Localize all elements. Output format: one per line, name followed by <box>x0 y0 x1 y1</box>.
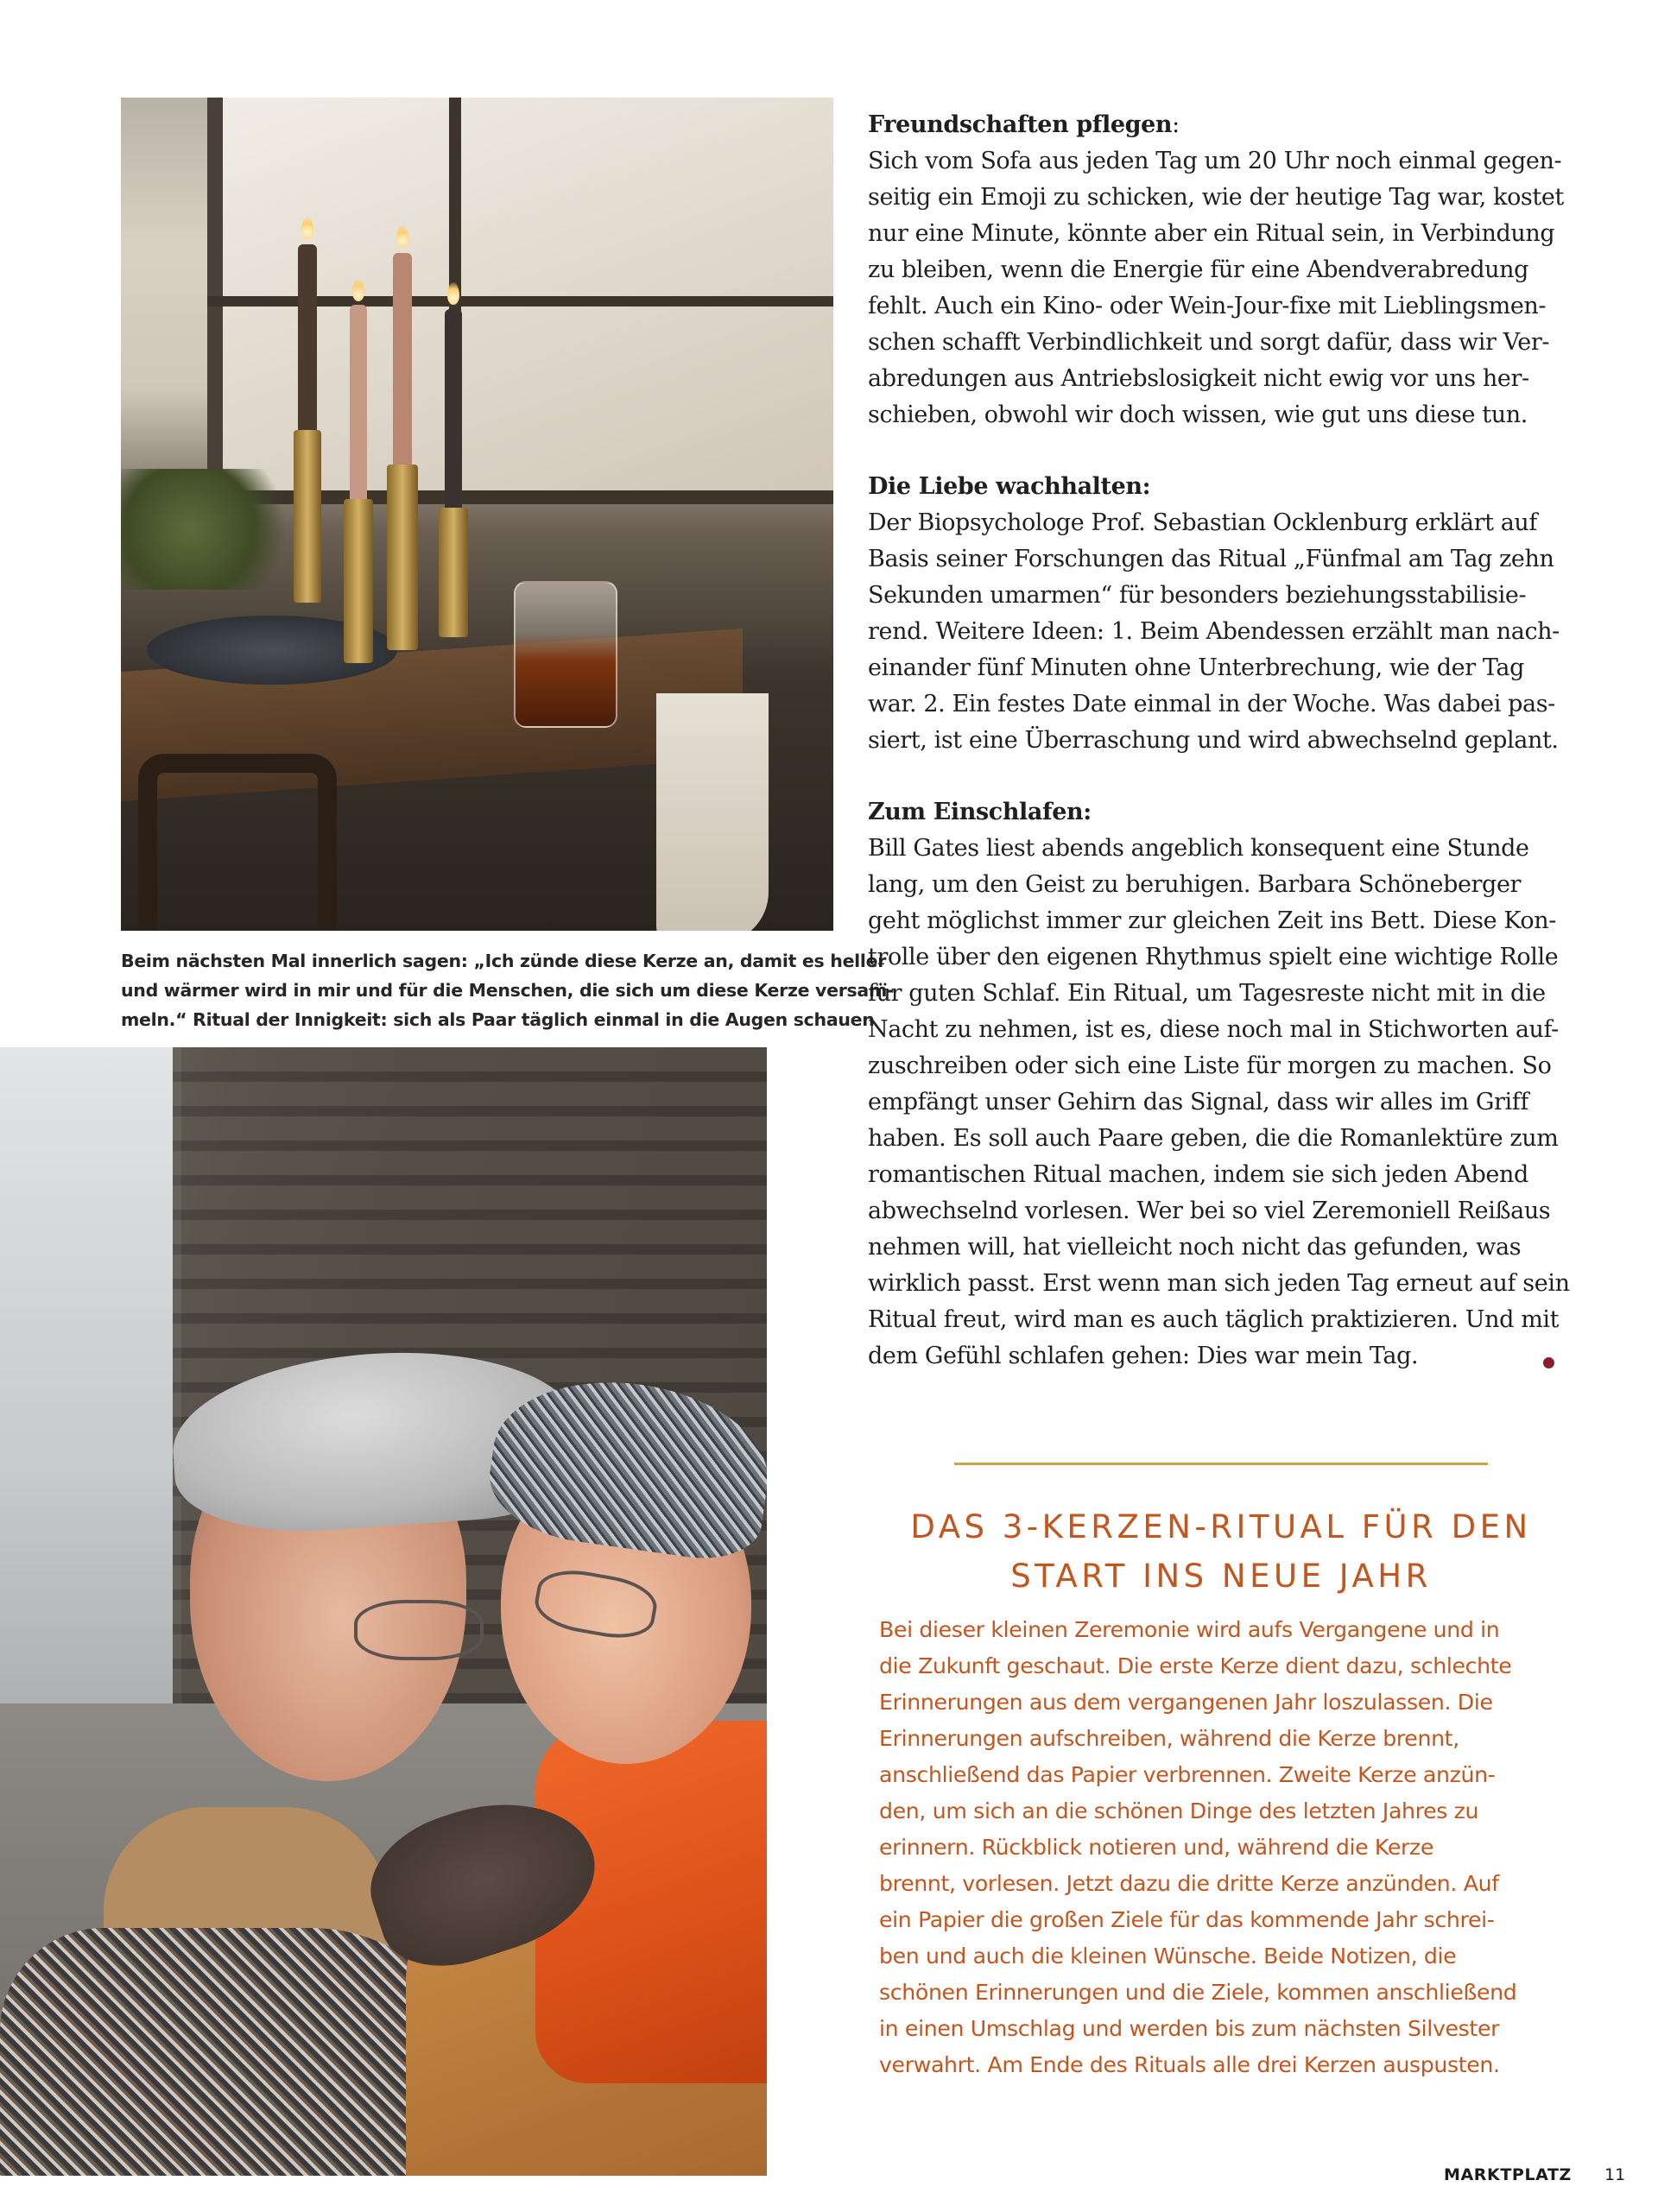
candle-flame <box>301 217 313 239</box>
section-friendships <box>868 107 1567 433</box>
box-line: ein Papier die großen Ziele für das kommende Jahr schrei- <box>879 1907 1495 1932</box>
box-line: Erinnerungen aufschreiben, während die Kerze brennt, <box>879 1726 1459 1751</box>
section-sleep <box>868 794 1570 1375</box>
box-line: schönen Erinnerungen und die Ziele, kommen anschließend <box>879 1980 1517 2005</box>
box-line: den, um sich an die schönen Dinge des letzten Jahres zu <box>879 1798 1479 1823</box>
body-line: Basis seiner Forschungen das Ritual „Fünfmal am Tag zehn <box>868 546 1554 572</box>
body-line: empfängt unser Gehirn das Signal, dass wir alles im Griff <box>868 1089 1528 1115</box>
box-line: erinnern. Rückblick notieren und, während die Kerze <box>879 1835 1434 1860</box>
caption-line: und wärmer wird in mir und für die Menschen, die sich um diese Kerze versam- <box>121 980 895 1001</box>
body-line: Sekunden umarmen“ für besonders beziehungsstabilisie- <box>868 582 1527 609</box>
brass-candleholder <box>344 499 373 663</box>
plant-bowl <box>121 469 294 590</box>
candle-pink <box>350 305 367 503</box>
body-line: lang, um den Geist zu beruhigen. Barbara Schöneberger <box>868 871 1522 898</box>
whisky-decanter <box>514 581 617 728</box>
body-line: fehlt. Auch ein Kino- oder Wein-Jour-fixe mit Lieblingsmen- <box>868 293 1547 319</box>
man-glasses <box>354 1600 484 1660</box>
table-runner <box>656 693 769 931</box>
box-line: Erinnerungen aus dem vergangenen Jahr loszulassen. Die <box>879 1690 1493 1715</box>
box-body <box>879 1612 1570 2083</box>
body-line: dem Gefühl schlafen gehen: Dies war mein Tag. <box>868 1343 1419 1369</box>
wooden-chair <box>138 754 337 931</box>
section-heading: Die Liebe wachhalten: <box>868 473 1151 500</box>
body-line: zu bleiben, wenn die Energie für eine Abendverabredung <box>868 256 1528 283</box>
box-line: Bei dieser kleinen Zeremonie wird aufs Vergangene und in <box>879 1617 1500 1642</box>
body-line: abredungen aus Antriebslosigkeit nicht ewig vor uns her- <box>868 365 1529 392</box>
box-title-line: START INS NEUE JAHR <box>1010 1558 1432 1595</box>
brass-candleholder <box>294 430 321 603</box>
body-line: nehmen will, hat vielleicht noch nicht das gefunden, was <box>868 1234 1522 1261</box>
photo-caption <box>121 946 895 1034</box>
body-line: rend. Weitere Ideen: 1. Beim Abendessen erzählt man nach- <box>868 618 1560 645</box>
body-line: einander fünf Minuten ohne Unterbrechung, wie der Tag <box>868 654 1524 681</box>
background-building-left <box>0 1047 181 1755</box>
body-line: seitig ein Emoji zu schicken, wie der heutige Tag war, kostet <box>868 184 1564 211</box>
body-line: abwechselnd vorlesen. Wer bei so viel Zeremoniell Reißaus <box>868 1198 1551 1224</box>
box-line: brennt, vorlesen. Jetzt dazu die dritte Kerze anzünden. Auf <box>879 1871 1499 1896</box>
box-line: anschließend das Papier verbrennen. Zweite Kerze anzün- <box>879 1762 1496 1787</box>
brass-candleholder <box>439 508 468 637</box>
heading-text: Freundschaften pflegen <box>868 111 1173 138</box>
section-love <box>868 469 1567 759</box>
body-line: nur eine Minute, könnte aber ein Ritual sein, in Verbindung <box>868 220 1555 247</box>
box-title <box>868 1502 1574 1601</box>
candle-flame <box>396 225 408 248</box>
body-line: haben. Es soll auch Paare geben, die die Romanlektüre zum <box>868 1125 1559 1152</box>
body-line: für guten Schlaf. Ein Ritual, um Tagesreste nicht mit in die <box>868 980 1546 1007</box>
box-title-line: DAS 3-KERZEN-RITUAL FÜR DEN <box>910 1508 1532 1545</box>
box-line: die Zukunft geschaut. Die erste Kerze dient dazu, schlechte <box>879 1653 1512 1678</box>
page-number: 11 <box>1604 2165 1626 2184</box>
candle-flame <box>352 279 364 301</box>
body-line: wirklich passt. Erst wenn man sich jeden Tag erneut auf sein <box>868 1270 1570 1297</box>
candle-black <box>445 309 462 512</box>
caption-line: Beim nächsten Mal innerlich sagen: „Ich zünde diese Kerze an, damit es heller <box>121 951 887 971</box>
body-line: Der Biopsychologe Prof. Sebastian Ocklenburg erklärt auf <box>868 509 1537 536</box>
body-line: trolle über den eigenen Rhythmus spielt eine wichtige Rolle <box>868 944 1559 970</box>
couple-photo <box>0 1047 767 2176</box>
candle-rose <box>393 253 412 469</box>
body-line: Nacht zu nehmen, ist es, diese noch mal in Stichworten auf- <box>868 1016 1559 1043</box>
box-line: ben und auch die kleinen Wünsche. Beide Notizen, die <box>879 1943 1457 1969</box>
section-heading <box>868 107 1567 143</box>
end-mark-dot <box>1543 1357 1554 1368</box>
body-line: Ritual freut, wird man es auch täglich praktizieren. Und mit <box>868 1306 1560 1333</box>
brass-candleholder <box>387 465 418 650</box>
body-line: zuschreiben oder sich eine Liste für morgen zu machen. So <box>868 1052 1552 1079</box>
caption-line: meln.“ Ritual der Innigkeit: sich als Paar täglich einmal in die Augen schauen <box>121 1009 875 1030</box>
body-line: Bill Gates liest abends angeblich konsequent eine Stunde <box>868 835 1529 862</box>
box-line: verwahrt. Am Ende des Rituals alle drei Kerzen auspusten. <box>879 2052 1500 2077</box>
body-line: schen schafft Verbindlichkeit und sorgt dafür, dass wir Ver- <box>868 329 1550 356</box>
body-line: Sich vom Sofa aus jeden Tag um 20 Uhr noch einmal gegen- <box>868 148 1562 174</box>
candle-table-photo <box>121 98 833 931</box>
heading-suffix: : <box>1172 111 1180 138</box>
candle-dark <box>298 244 317 434</box>
magazine-brand: MARKTPLATZ <box>1444 2165 1572 2184</box>
body-line: siert, ist eine Überraschung und wird abwechselnd geplant. <box>868 727 1559 754</box>
box-line: in einen Umschlag und werden bis zum nächsten Silvester <box>879 2016 1500 2041</box>
body-line: war. 2. Ein festes Date einmal in der Woche. Was dabei pas- <box>868 691 1555 717</box>
candle-flame <box>447 282 459 305</box>
section-heading: Zum Einschlafen: <box>868 799 1092 825</box>
body-line: geht möglichst immer zur gleichen Zeit ins Bett. Diese Kon- <box>868 907 1556 934</box>
box-divider-rule <box>954 1463 1488 1465</box>
body-line: schieben, obwohl wir doch wissen, wie gut uns diese tun. <box>868 401 1528 428</box>
body-line: romantischen Ritual machen, indem sie sich jeden Abend <box>868 1161 1528 1188</box>
